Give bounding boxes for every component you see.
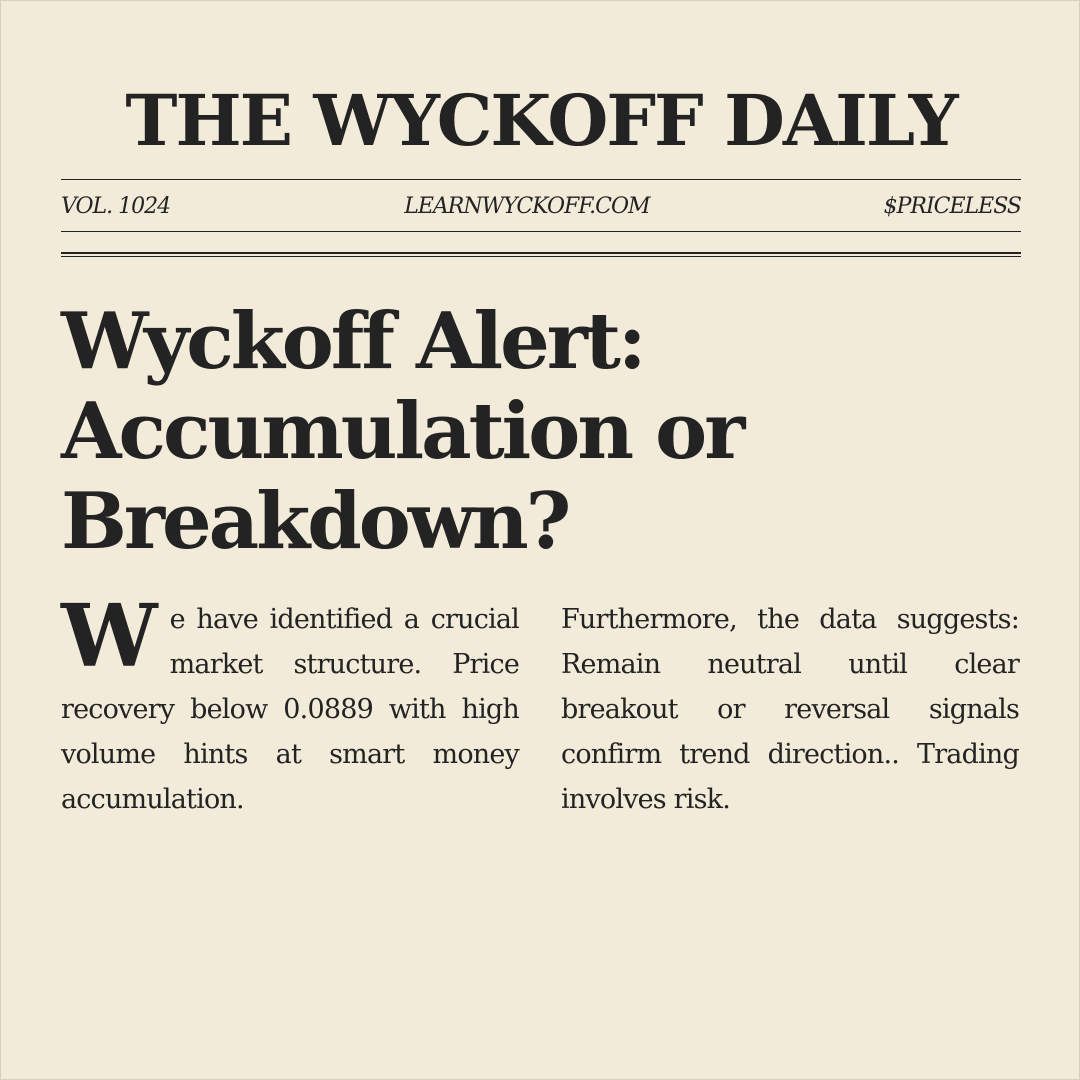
masthead-title: THE WYCKOFF DAILY (125, 79, 957, 162)
volume-label: VOL. 1024 (61, 193, 171, 219)
headline-line-1: Wyckoff Alert: (61, 296, 644, 387)
article-column-left (61, 586, 519, 822)
column-right-text: Furthermore, the data suggests: Remain neutral until clear breakout or reversal signals confirm trend direction.. Trading involves risk. (561, 604, 1019, 815)
masthead-double-rule-thick (61, 252, 1021, 254)
masthead-top-rule (61, 179, 1021, 180)
article-column-right (561, 597, 1019, 822)
masthead-meta-row (61, 191, 1021, 221)
headline-line-2: Accumulation or (61, 386, 743, 477)
masthead-middle-rule (61, 231, 1021, 232)
drop-cap-letter: W (61, 586, 156, 687)
article-headline (61, 297, 1021, 567)
column-left-text: e have identified a crucial market structure. Price recovery below 0.0889 with high volume hints at smart money accumulation. (61, 604, 519, 815)
price-label: $PRICELESS (883, 193, 1021, 219)
website-label: LEARNWYCKOFF.COM (404, 193, 650, 219)
headline-line-3: Breakdown? (61, 476, 569, 567)
masthead-double-rule-thin (61, 256, 1021, 257)
